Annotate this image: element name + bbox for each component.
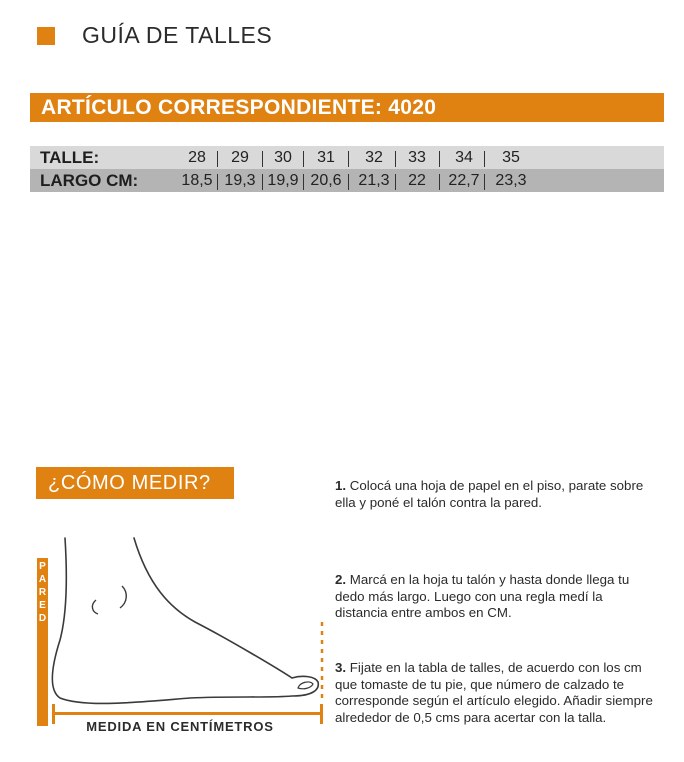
measure-tick-right: [320, 704, 323, 724]
column-divider: [303, 151, 304, 167]
size-cell: 33: [408, 149, 426, 166]
length-row: [30, 169, 664, 192]
length-cell: 20,6: [310, 172, 342, 189]
step-text: Marcá en la hoja tu talón y hasta donde llega tu dedo más largo. Luego con una regla medí la distancia entre ambos en CM.: [335, 572, 630, 620]
step-number: 2.: [335, 572, 347, 587]
length-cell: 19,9: [267, 172, 299, 189]
article-title-bar: ARTÍCULO CORRESPONDIENTE: 4020: [30, 93, 664, 122]
length-cell: 21,3: [358, 172, 390, 189]
size-cell: 34: [455, 149, 473, 166]
column-divider: [395, 174, 396, 190]
column-divider: [439, 174, 440, 190]
length-cell: 23,3: [495, 172, 527, 189]
measure-label: MEDIDA EN CENTÍMETROS: [86, 719, 274, 734]
talle-label: TALLE:: [40, 148, 100, 167]
column-divider: [217, 151, 218, 167]
measure-baseline: [53, 712, 321, 715]
toe-nail: [298, 682, 313, 689]
foot-illustration: [30, 530, 330, 750]
size-cell: 30: [274, 149, 292, 166]
instruction-step: [335, 660, 655, 726]
size-cell: 31: [317, 149, 335, 166]
size-cell: 32: [365, 149, 383, 166]
ankle-mark-right: [120, 586, 126, 608]
size-cell: 35: [502, 149, 520, 166]
step-text: Colocá una hoja de papel en el piso, parate sobre ella y poné el talón contra la pared.: [335, 478, 644, 510]
column-divider: [439, 151, 440, 167]
column-divider: [484, 151, 485, 167]
instruction-step: [335, 478, 655, 511]
step-text: Fijate en la tabla de talles, de acuerdo con los cm que tomaste de tu pie, que número de calzado te corresponde según el artículo elegido. Añadir siempre alrededor de 0,5 cms para acertar con la talla.: [335, 660, 653, 725]
step-number: 3.: [335, 660, 347, 675]
wall-label: P A R E D: [38, 561, 47, 624]
foot-outline: [52, 538, 318, 703]
column-divider: [262, 151, 263, 167]
column-divider: [395, 151, 396, 167]
column-divider: [217, 174, 218, 190]
size-row: [30, 146, 664, 169]
length-cell: 22,7: [448, 172, 480, 189]
header-square-icon: [37, 27, 55, 45]
column-divider: [484, 174, 485, 190]
measure-tick-left: [52, 704, 55, 724]
column-divider: [303, 174, 304, 190]
length-cell: 19,3: [224, 172, 256, 189]
size-cell: 28: [188, 149, 206, 166]
step-number: 1.: [335, 478, 347, 493]
size-cell: 29: [231, 149, 249, 166]
instruction-step: [335, 572, 655, 622]
page-title: GUÍA DE TALLES: [82, 22, 273, 48]
page-header: [37, 22, 272, 49]
largo-label: LARGO CM:: [40, 171, 139, 190]
length-cell: 22: [408, 172, 426, 189]
ankle-mark-left: [92, 600, 98, 614]
size-table: [30, 146, 664, 192]
length-cell: 18,5: [181, 172, 213, 189]
how-to-measure-heading: ¿CÓMO MEDIR?: [36, 467, 234, 499]
column-divider: [348, 174, 349, 190]
column-divider: [348, 151, 349, 167]
